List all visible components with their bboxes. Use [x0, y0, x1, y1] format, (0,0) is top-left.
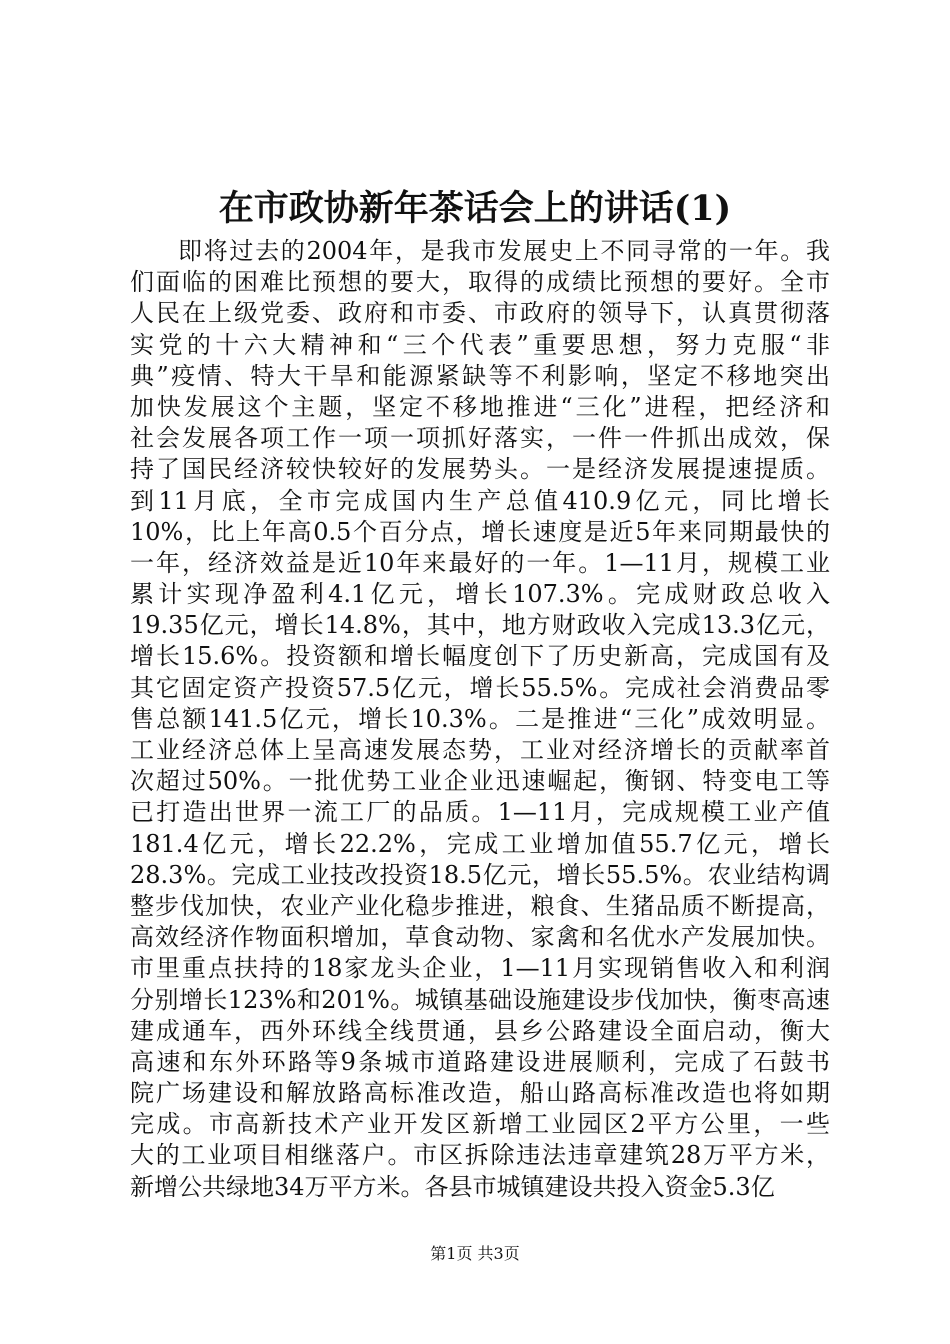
text-line: 次超过50%。一批优势工业企业迅速崛起，衡钢、特变电工等	[130, 767, 830, 796]
text-line: 到11月底，全市完成国内生产总值410.9亿元，同比增长	[130, 486, 830, 515]
body-paragraph	[130, 236, 830, 1203]
text-line: 完成。市高新技术产业开发区新增工业园区2平方公里，一些	[130, 1110, 830, 1139]
text-line: 加快发展这个主题，坚定不移地推进“三化”进程，把经济和	[130, 392, 830, 421]
text-line: 院广场建设和解放路高标准改造，船山路高标准改造也将如期	[130, 1079, 830, 1108]
text-line: 社会发展各项工作一项一项抓好落实，一件一件抓出成效，保	[130, 424, 830, 453]
text-line: 大的工业项目相继落户。市区拆除违法违章建筑28万平方米，	[130, 1141, 830, 1170]
text-line: 19.35亿元，增长14.8%，其中，地方财政收入完成13.3亿元，	[130, 611, 830, 640]
text-line: 新增公共绿地34万平方米。各县市城镇建设共投入资金5.3亿	[130, 1172, 775, 1201]
text-line: 已打造出世界一流工厂的品质。1—11月，完成规模工业产值	[130, 798, 830, 827]
text-line: 售总额141.5亿元，增长10.3%。二是推进“三化”成效明显。	[130, 704, 830, 733]
text-line: 高速和东外环路等9条城市道路建设进展顺利，完成了石鼓书	[130, 1047, 830, 1076]
text-line: 持了国民经济较快较好的发展势头。一是经济发展提速提质。	[130, 455, 830, 484]
text-line: 增长15.6%。投资额和增长幅度创下了历史新高，完成国有及	[130, 642, 830, 671]
text-line: 高效经济作物面积增加，草食动物、家禽和名优水产发展加快。	[130, 923, 830, 952]
text-line: 建成通车，西外环线全线贯通，县乡公路建设全面启动，衡大	[130, 1016, 830, 1045]
text-line: 分别增长123%和201%。城镇基础设施建设步伐加快，衡枣高速	[130, 985, 830, 1014]
text-line: 一年，经济效益是近10年来最好的一年。1—11月，规模工业	[130, 548, 830, 577]
text-line: 28.3%。完成工业技改投资18.5亿元，增长55.5%。农业结构调	[130, 860, 830, 889]
text-line: 整步伐加快，农业产业化稳步推进，粮食、生猪品质不断提高，	[130, 891, 830, 920]
text-line: 典”疫情、特大干旱和能源紧缺等不利影响，坚定不移地突出	[130, 361, 830, 390]
text-line: 们面临的困难比预想的要大，取得的成绩比预想的要好。全市	[130, 268, 830, 297]
text-line: 即将过去的2004年，是我市发展史上不同寻常的一年。我	[178, 237, 830, 265]
text-line: 181.4亿元，增长22.2%，完成工业增加值55.7亿元，增长	[130, 829, 830, 858]
text-line: 实党的十六大精神和“三个代表”重要思想，努力克服“非	[130, 330, 830, 359]
document-title: 在市政协新年茶话会上的讲话(1)	[218, 188, 732, 229]
text-line: 市里重点扶持的18家龙头企业，1—11月实现销售收入和利润	[130, 954, 830, 983]
page-number: 第1页 共3页	[430, 1244, 520, 1263]
text-line: 累计实现净盈利4.1亿元，增长107.3%。完成财政总收入	[130, 580, 830, 609]
text-line: 人民在上级党委、政府和市委、市政府的领导下，认真贯彻落	[130, 299, 830, 328]
text-line: 10%，比上年高0.5个百分点，增长速度是近5年来同期最快的	[130, 517, 830, 546]
text-line: 工业经济总体上呈高速发展态势，工业对经济增长的贡献率首	[130, 736, 830, 764]
text-line: 其它固定资产投资57.5亿元，增长55.5%。完成社会消费品零	[130, 673, 830, 702]
